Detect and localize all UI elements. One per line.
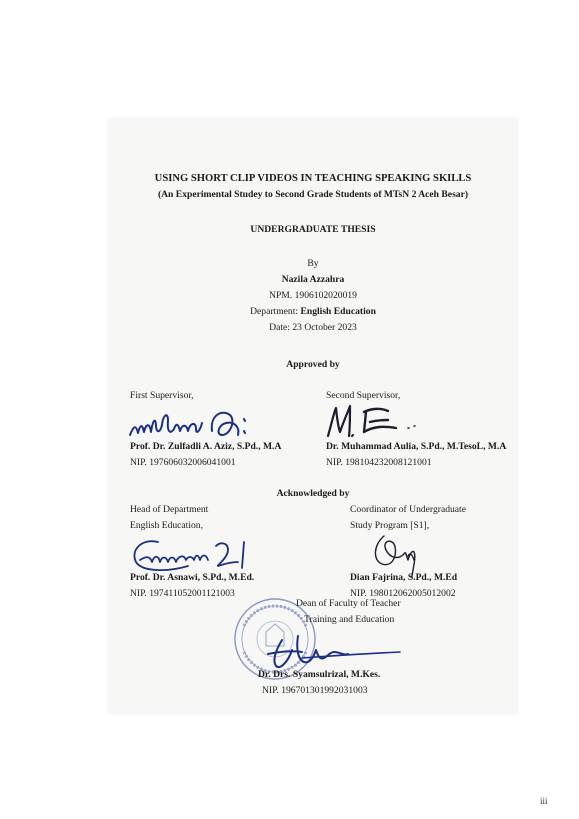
approval-date: Date: 23 October 2023 [269, 322, 357, 333]
thesis-title-line2: (An Experimental Studey to Second Grade Students of MTsN 2 Aceh Besar) [157, 189, 469, 200]
first-supervisor-name: Prof. Dr. Zulfadli A. Aziz, S.Pd., M.A [130, 441, 282, 452]
coordinator-role-line2: Study Program [S1], [350, 520, 430, 531]
coordinator-nip: NIP. 198012062005012002 [350, 588, 456, 599]
scanned-approval-page [108, 118, 518, 714]
page-number: iii [540, 796, 548, 806]
first-supervisor-nip: NIP. 197606032006041001 [130, 457, 236, 468]
document-type: UNDERGRADUATE THESIS [250, 224, 376, 235]
author-name: Nazila Azzahra [281, 274, 345, 285]
head-of-department-nip: NIP. 197411052001121003 [130, 588, 235, 599]
thesis-title-line1: USING SHORT CLIP VIDEOS IN TEACHING SPEAKING SKILLS [154, 173, 472, 184]
approved-by-heading: Approved by [286, 359, 340, 370]
head-of-department-role-line1: Head of Department [130, 504, 209, 515]
second-supervisor-nip: NIP. 198104232008121001 [326, 457, 432, 468]
coordinator-role-line1: Coordinator of Undergraduate [350, 504, 466, 515]
dean-name: Dr. Drs. Syamsulrizal, M.Kes. [258, 669, 381, 680]
second-supervisor-signature [322, 402, 432, 442]
second-supervisor-role: Second Supervisor, [326, 390, 401, 401]
author-npm: NPM. 1906102020019 [269, 290, 357, 301]
acknowledged-by-heading: Acknowledged by [276, 488, 350, 499]
by-label: By [307, 258, 319, 269]
coordinator-name: Dian Fajrina, S.Pd., M.Ed [350, 572, 458, 583]
dean-signature [258, 626, 408, 672]
head-of-department-role-line2: English Education, [130, 520, 204, 531]
department-value: English Education [300, 306, 376, 317]
department-label: Department: [250, 306, 301, 317]
first-supervisor-role: First Supervisor, [130, 390, 194, 401]
head-of-department-signature [128, 532, 278, 576]
second-supervisor-name: Dr. Muhammad Aulia, S.Pd., M.TesoL, M.A [326, 441, 507, 452]
department-line [108, 306, 518, 318]
dean-role-line1: Dean of Faculty of Teacher [296, 598, 401, 609]
dean-role-line2: Training and Education [304, 614, 395, 625]
first-supervisor-signature [126, 405, 266, 443]
head-of-department-name: Prof. Dr. Asnawi, S.Pd., M.Ed. [130, 572, 255, 583]
dean-nip: NIP. 196701301992031003 [262, 685, 368, 696]
